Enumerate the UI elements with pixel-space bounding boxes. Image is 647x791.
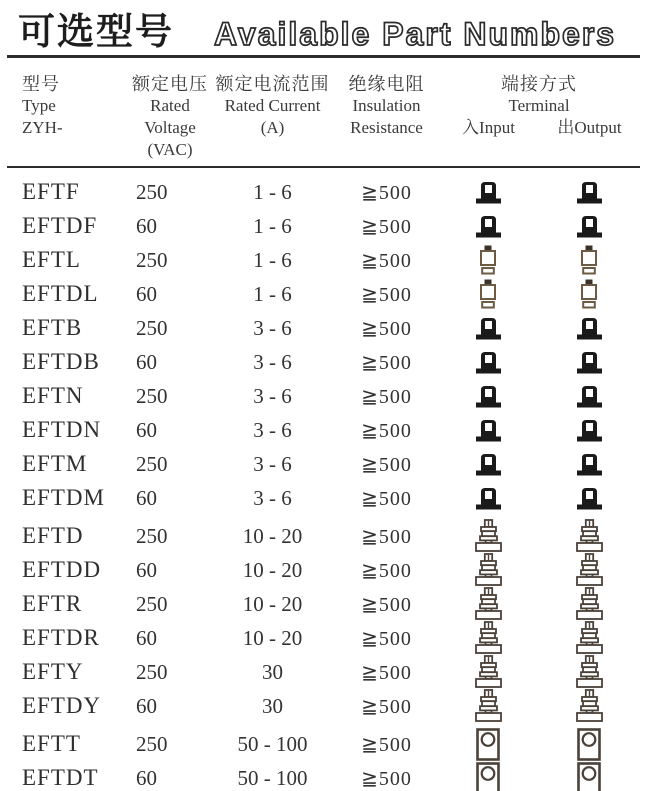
- rated-voltage: 60: [136, 625, 157, 650]
- output-terminal-cell: [538, 452, 640, 476]
- rated-current: 1 - 6: [253, 179, 292, 204]
- header-current: [210, 73, 335, 161]
- header-insulation: [335, 73, 438, 161]
- rated-voltage: 60: [136, 281, 157, 306]
- table-row: [22, 345, 647, 379]
- header-current-unit: (A): [260, 118, 285, 137]
- busbar-hole-icon: [577, 762, 601, 791]
- part-number: EFTY: [22, 659, 84, 684]
- busbar-hole-icon: [476, 728, 500, 761]
- screw-terminal-icon: [475, 587, 502, 621]
- rated-current: 10 - 20: [242, 591, 303, 616]
- solder-lug-icon: [475, 486, 502, 510]
- input-terminal-cell: [438, 655, 538, 689]
- page-title-zh: 可选型号: [18, 11, 174, 52]
- pcb-pin-icon: [579, 245, 599, 275]
- table-row: [22, 761, 647, 791]
- insulation-resistance: ≧500: [361, 767, 412, 790]
- input-terminal-cell: [438, 762, 538, 791]
- output-terminal-cell: [538, 689, 640, 723]
- table-row: [22, 481, 647, 515]
- insulation-resistance: ≧500: [361, 283, 412, 306]
- rated-voltage: 60: [136, 213, 157, 238]
- header-type: [22, 73, 130, 161]
- output-terminal-cell: [538, 728, 640, 761]
- output-terminal-cell: [538, 519, 640, 553]
- pcb-pin-icon: [579, 279, 599, 309]
- part-number: EFTF: [22, 179, 80, 204]
- input-terminal-cell: [438, 279, 538, 309]
- insulation-resistance: ≧500: [361, 453, 412, 476]
- rated-voltage: 60: [136, 417, 157, 442]
- insulation-resistance: ≧500: [361, 593, 412, 616]
- insulation-resistance: ≧500: [361, 181, 412, 204]
- table-header: [22, 73, 647, 161]
- title-divider: [7, 55, 640, 58]
- rated-current: 1 - 6: [253, 247, 292, 272]
- output-terminal-cell: [538, 214, 640, 238]
- rated-voltage: 250: [136, 179, 168, 204]
- input-terminal-cell: [438, 621, 538, 655]
- part-number: EFTDF: [22, 213, 98, 238]
- input-terminal-cell: [438, 587, 538, 621]
- output-terminal-cell: [538, 621, 640, 655]
- part-number: EFTDM: [22, 485, 105, 510]
- rated-voltage: 60: [136, 349, 157, 374]
- table-row: [22, 553, 647, 587]
- insulation-resistance: ≧500: [361, 215, 412, 238]
- table-row: [22, 727, 647, 761]
- busbar-hole-icon: [476, 762, 500, 791]
- header-terminal-output: 出Output: [557, 118, 622, 137]
- output-terminal-cell: [538, 316, 640, 340]
- rated-current: 50 - 100: [237, 765, 308, 790]
- solder-lug-icon: [576, 384, 603, 408]
- input-terminal-cell: [438, 728, 538, 761]
- header-current-en: Rated Current: [224, 96, 321, 115]
- rated-voltage: 250: [136, 659, 168, 684]
- rated-current: 3 - 6: [253, 383, 292, 408]
- solder-lug-icon: [576, 214, 603, 238]
- rated-current: 3 - 6: [253, 417, 292, 442]
- rated-current: 1 - 6: [253, 213, 292, 238]
- screw-terminal-icon: [576, 587, 603, 621]
- output-terminal-cell: [538, 245, 640, 275]
- rated-voltage: 60: [136, 485, 157, 510]
- header-current-zh: 额定电流范围: [215, 74, 330, 94]
- screw-terminal-icon: [576, 621, 603, 655]
- rated-voltage: 250: [136, 315, 168, 340]
- insulation-resistance: ≧500: [361, 661, 412, 684]
- insulation-resistance: ≧500: [361, 627, 412, 650]
- insulation-resistance: ≧500: [361, 249, 412, 272]
- output-terminal-cell: [538, 655, 640, 689]
- header-voltage-en: Rated Voltage: [144, 96, 196, 137]
- header-type-en: Type: [22, 96, 56, 115]
- table-row: [22, 209, 647, 243]
- rated-current: 10 - 20: [242, 523, 303, 548]
- solder-lug-icon: [475, 452, 502, 476]
- output-terminal-cell: [538, 384, 640, 408]
- rated-current: 10 - 20: [242, 557, 303, 582]
- rated-current: 3 - 6: [253, 315, 292, 340]
- input-terminal-cell: [438, 316, 538, 340]
- input-terminal-cell: [438, 452, 538, 476]
- input-terminal-cell: [438, 689, 538, 723]
- header-terminal-zh: 端接方式: [501, 74, 577, 94]
- input-terminal-cell: [438, 384, 538, 408]
- input-terminal-cell: [438, 214, 538, 238]
- rated-current: 50 - 100: [237, 731, 308, 756]
- input-terminal-cell: [438, 519, 538, 553]
- part-number: EFTDL: [22, 281, 99, 306]
- header-terminal-io: [438, 117, 640, 139]
- solder-lug-icon: [475, 316, 502, 340]
- part-number: EFTDR: [22, 625, 100, 650]
- rated-voltage: 60: [136, 557, 157, 582]
- part-number: EFTM: [22, 451, 88, 476]
- insulation-resistance: ≧500: [361, 419, 412, 442]
- input-terminal-cell: [438, 418, 538, 442]
- output-terminal-cell: [538, 762, 640, 791]
- rated-voltage: 250: [136, 591, 168, 616]
- part-number: EFTDN: [22, 417, 102, 442]
- rated-current: 30: [262, 659, 283, 684]
- header-voltage-unit: (VAC): [147, 140, 193, 159]
- table-row: [22, 655, 647, 689]
- table-row: [22, 175, 647, 209]
- header-terminal: [438, 73, 640, 161]
- output-terminal-cell: [538, 180, 640, 204]
- table-row: [22, 413, 647, 447]
- part-number: EFTDT: [22, 765, 99, 790]
- screw-terminal-icon: [475, 689, 502, 723]
- insulation-resistance: ≧500: [361, 317, 412, 340]
- input-terminal-cell: [438, 180, 538, 204]
- input-terminal-cell: [438, 245, 538, 275]
- rated-current: 3 - 6: [253, 349, 292, 374]
- rated-voltage: 60: [136, 765, 157, 790]
- output-terminal-cell: [538, 279, 640, 309]
- rated-voltage: 60: [136, 693, 157, 718]
- pcb-pin-icon: [478, 279, 498, 309]
- solder-lug-icon: [475, 384, 502, 408]
- screw-terminal-icon: [576, 519, 603, 553]
- part-number: EFTDY: [22, 693, 102, 718]
- screw-terminal-icon: [576, 655, 603, 689]
- insulation-resistance: ≧500: [361, 487, 412, 510]
- rated-voltage: 250: [136, 383, 168, 408]
- part-number: EFTT: [22, 731, 81, 756]
- header-insulation-en2: Resistance: [350, 118, 423, 137]
- table-row: [22, 587, 647, 621]
- table-row: [22, 447, 647, 481]
- table-row: [22, 311, 647, 345]
- output-terminal-cell: [538, 350, 640, 374]
- part-number: EFTR: [22, 591, 83, 616]
- input-terminal-cell: [438, 486, 538, 510]
- solder-lug-icon: [475, 180, 502, 204]
- part-number: EFTN: [22, 383, 84, 408]
- header-voltage: [130, 73, 210, 161]
- solder-lug-icon: [576, 180, 603, 204]
- screw-terminal-icon: [576, 553, 603, 587]
- part-number: EFTB: [22, 315, 83, 340]
- table-row: [22, 277, 647, 311]
- header-type-prefix: ZYH-: [22, 118, 63, 137]
- busbar-hole-icon: [577, 728, 601, 761]
- solder-lug-icon: [576, 316, 603, 340]
- insulation-resistance: ≧500: [361, 695, 412, 718]
- rated-voltage: 250: [136, 247, 168, 272]
- header-type-zh: 型号: [22, 74, 60, 94]
- output-terminal-cell: [538, 553, 640, 587]
- screw-terminal-icon: [475, 655, 502, 689]
- table-row: [22, 689, 647, 723]
- rated-current: 30: [262, 693, 283, 718]
- header-insulation-zh: 绝缘电阻: [348, 74, 425, 94]
- insulation-resistance: ≧500: [361, 351, 412, 374]
- header-terminal-en: Terminal: [508, 96, 570, 115]
- rated-current: 1 - 6: [253, 281, 292, 306]
- screw-terminal-icon: [576, 689, 603, 723]
- solder-lug-icon: [475, 418, 502, 442]
- rated-voltage: 250: [136, 523, 168, 548]
- output-terminal-cell: [538, 587, 640, 621]
- rated-current: 3 - 6: [253, 485, 292, 510]
- solder-lug-icon: [576, 350, 603, 374]
- solder-lug-icon: [576, 418, 603, 442]
- table-row: [22, 621, 647, 655]
- rated-voltage: 250: [136, 731, 168, 756]
- table-row: [22, 243, 647, 277]
- table-row: [22, 519, 647, 553]
- header-insulation-en1: Insulation: [352, 96, 421, 115]
- screw-terminal-icon: [475, 553, 502, 587]
- output-terminal-cell: [538, 418, 640, 442]
- rated-voltage: 250: [136, 451, 168, 476]
- solder-lug-icon: [576, 452, 603, 476]
- insulation-resistance: ≧500: [361, 525, 412, 548]
- input-terminal-cell: [438, 553, 538, 587]
- solder-lug-icon: [475, 214, 502, 238]
- part-number: EFTD: [22, 523, 84, 548]
- page-title-en: Available Part Numbers: [214, 16, 617, 52]
- rated-current: 3 - 6: [253, 451, 292, 476]
- screw-terminal-icon: [475, 621, 502, 655]
- solder-lug-icon: [576, 486, 603, 510]
- part-number: EFTDD: [22, 557, 102, 582]
- rated-current: 10 - 20: [242, 625, 303, 650]
- table-row: [22, 379, 647, 413]
- part-number: EFTDB: [22, 349, 100, 374]
- header-terminal-input: 入Input: [462, 118, 515, 137]
- page-title: [0, 0, 647, 50]
- table-body: [0, 168, 647, 791]
- output-terminal-cell: [538, 486, 640, 510]
- solder-lug-icon: [475, 350, 502, 374]
- insulation-resistance: ≧500: [361, 733, 412, 756]
- pcb-pin-icon: [478, 245, 498, 275]
- insulation-resistance: ≧500: [361, 385, 412, 408]
- insulation-resistance: ≧500: [361, 559, 412, 582]
- input-terminal-cell: [438, 350, 538, 374]
- screw-terminal-icon: [475, 519, 502, 553]
- header-voltage-zh: 额定电压: [132, 74, 208, 94]
- part-number: EFTL: [22, 247, 81, 272]
